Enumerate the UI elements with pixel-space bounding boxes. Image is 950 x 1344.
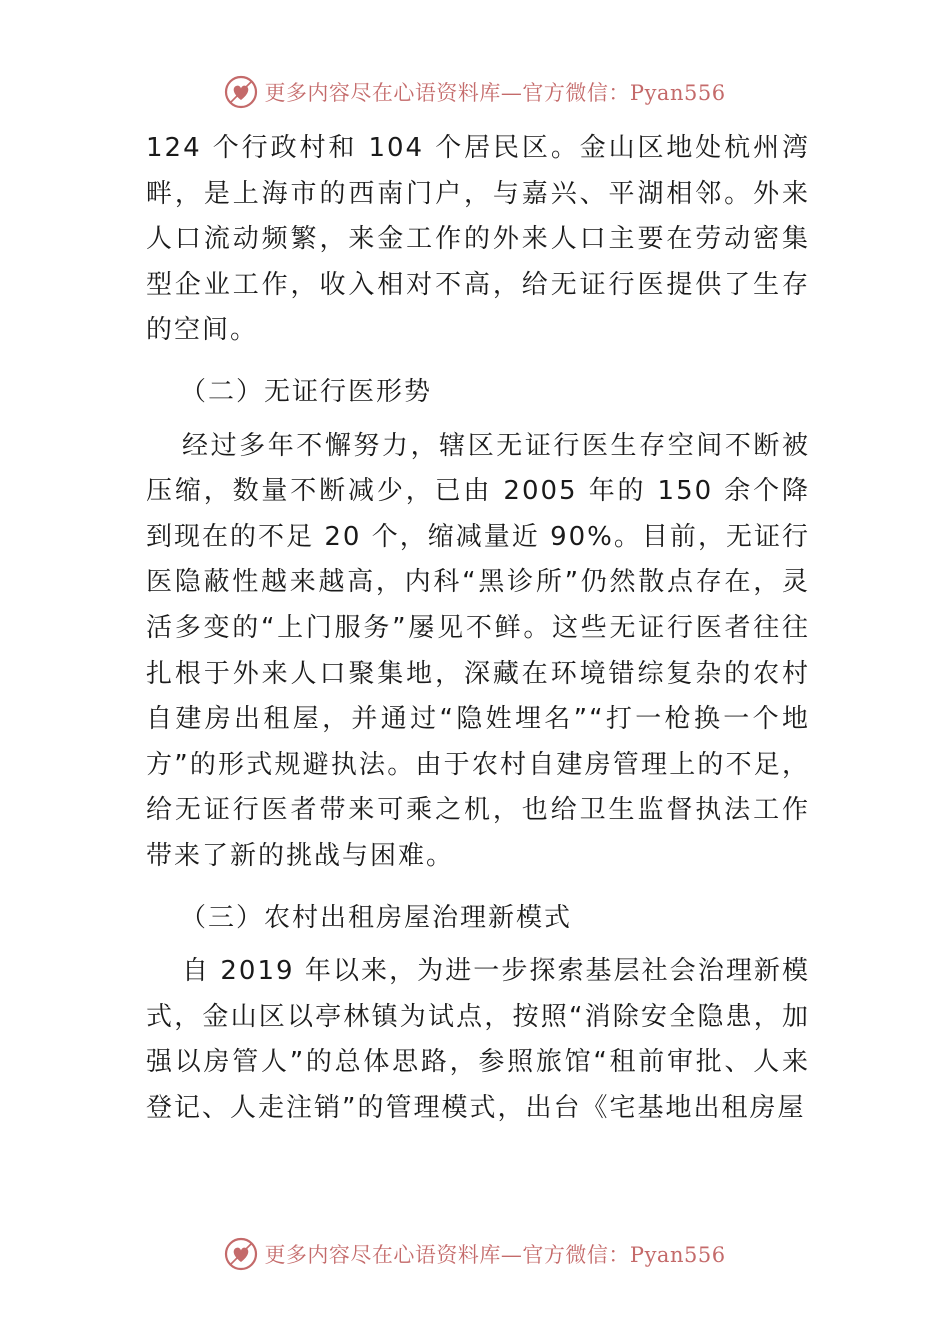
watermark-text: 更多内容尽在心语资料库—官方微信：Pyan556 [264,81,726,105]
header-watermark [0,72,950,112]
paragraph-2: 经过多年不懈努力，辖区无证行医生存空间不断被压缩，数量不断减少，已由 2005 年的 150 余个降到现在的不足 20 个，缩减量近 90%。目前，无证行医隐蔽性越来越高，内科“黑诊所”仍然散点存在，灵活多变的“上门服务”屡见不鲜。这些无证行医者往往扎根于外来人口聚集地，深藏在环境错综复杂的农村自建房出租屋，并通过“隐姓埋名”“打一枪换一个地方”的形式规避执法。由于农村自建房管理上的不足，给无证行医者带来可乘之机，也给卫生监督执法工作带来了新的挑战与困难。 [146,430,810,871]
paragraph-3: 自 2019 年以来，为进一步探索基层社会治理新模式，金山区以亭林镇为试点，按照“消除安全隐患，加强以房管人”的总体思路，参照旅馆“租前审批、人来登记、人走注销”的管理模式，出台《宅基地出租房屋 [146,956,810,1123]
document-body [146,126,810,1131]
heart-logo-icon [224,1237,258,1271]
watermark-text: 更多内容尽在心语资料库—官方微信：Pyan556 [264,1243,726,1267]
heart-logo-icon [224,75,258,109]
paragraph-1: 124 个行政村和 104 个居民区。金山区地处杭州湾畔，是上海市的西南门户，与嘉兴、平湖相邻。外来人口流动频繁，来金工作的外来人口主要在劳动密集型企业工作，收入相对不高，给无证行医提供了生存的空间。 [146,133,810,346]
footer-watermark [0,1234,950,1274]
section-heading-3: （三）农村出租房屋治理新模式 [180,902,573,933]
section-heading-2: （二）无证行医形势 [180,376,433,407]
